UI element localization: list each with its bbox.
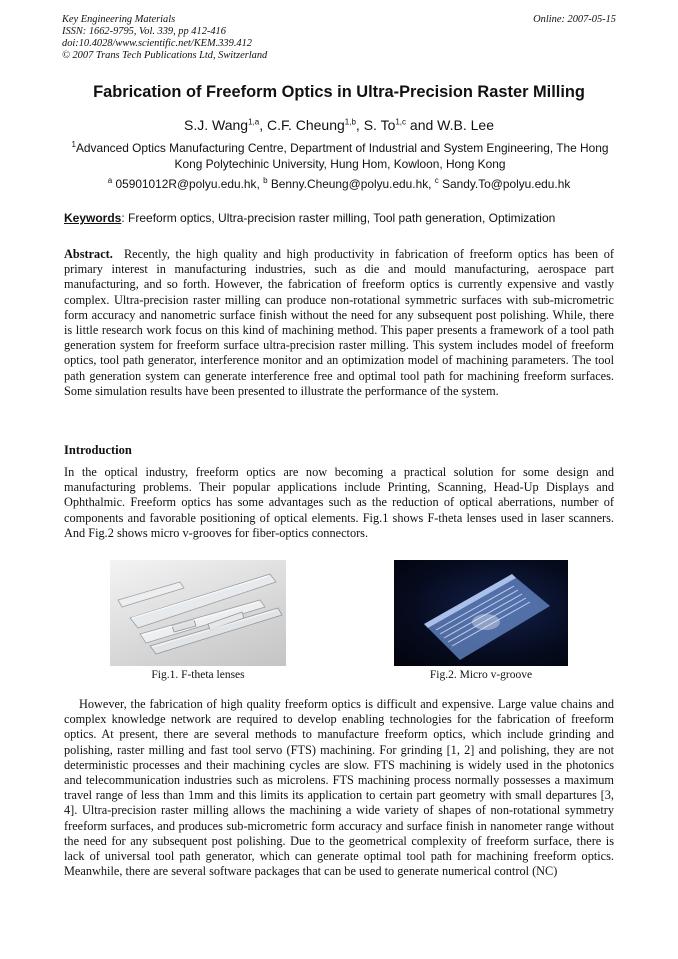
author-affiliation-mark: 1,a bbox=[248, 117, 260, 127]
email-mark: a bbox=[107, 176, 113, 186]
intro-paragraph: In the optical industry, freeform optics are now becoming a practical solution for some design and manufacturing problems. Their popular applications include Printing, Scanning, Head-Up Displays and Ophthalmic. Freeform optics has some advantages such as the reduction of optical aberrations, number of components and favorable positioning of optical elements. Fig.1 shows F-theta lenses used in laser scanners. And Fig.2 shows micro v-grooves for fiber-optics connectors. bbox=[64, 465, 614, 540]
affiliation-text: Advanced Optics Manufacturing Centre, Department of Industrial and System Engineering, The Hong Kong Polytechinic University, Hung Hom, Kowloon, Hong Kong bbox=[75, 141, 609, 171]
paper-title: Fabrication of Freeform Optics in Ultra-Precision Raster Milling bbox=[93, 83, 585, 101]
abstract-label: Abstract. bbox=[64, 247, 113, 261]
author-name: W.B. Lee bbox=[437, 117, 494, 133]
figure-2-image bbox=[394, 560, 568, 666]
figure-2-caption: Fig.2. Micro v-groove bbox=[429, 669, 533, 681]
f-theta-lenses-illustration bbox=[110, 560, 286, 666]
author-affiliation-mark: 1,c bbox=[395, 117, 407, 127]
micro-v-groove-illustration bbox=[394, 560, 568, 666]
author-separator: , bbox=[355, 117, 364, 133]
email-mark: b bbox=[263, 176, 268, 186]
keywords-text: : Freeform optics, Ultra-precision raster milling, Tool path generation, Optimization bbox=[121, 211, 556, 225]
journal-name: Key Engineering Materials bbox=[62, 14, 176, 25]
body-paragraph: However, the fabrication of high quality freeform optics is difficult and expensive. Large value chains and complex knowledge network are required to develop enabling technologies for the fabrication of freeform optics. At present, there are several methods to manufacture freeform optics, which include grinding and polishing, raster milling and fast tool servo (FTS) machining. For grinding [1, 2] and polishing, they are not deterministic processes and their machining cycles are slow. FTS machining is widely used in the photonics and telecommunication industries such as microlens. FTS machining process normally possesses a maximum travel range of less than 1mm and this limits its application to certain part geometry with small departures [3, 4]. Ultra-precision raster milling allows the machining a wide variety of shapes of non-rotational symmetry freeform surfaces, and produces sub-micrometric form accuracy and surface finish in nanometer range without the need for any subsequent post polishing. Due to the geometrical complexity of freeform surface, there is lack of universal tool path generator, which can generate optimal tool path for machining freeform optics. Meanwhile, there are several software packages that can be used to generate numerical control (NC) bbox=[64, 697, 614, 879]
affiliation-mark: 1 bbox=[71, 140, 76, 150]
email-address[interactable]: Sandy.To@polyu.edu.hk bbox=[442, 177, 571, 191]
author-name: S. To bbox=[363, 117, 396, 133]
email-mark: c bbox=[434, 176, 439, 186]
issn-line: ISSN: 1662-9795, Vol. 339, pp 412-416 bbox=[62, 26, 226, 37]
email-address[interactable]: Benny.Cheung@polyu.edu.hk, bbox=[270, 177, 435, 191]
keywords bbox=[64, 211, 555, 226]
keywords-label: Keywords bbox=[64, 211, 122, 225]
online-date: Online: 2007-05-15 bbox=[533, 14, 616, 25]
abstract bbox=[64, 247, 614, 399]
author-list bbox=[40, 116, 638, 134]
author-affiliation-mark: 1,b bbox=[344, 117, 356, 127]
author-separator: , bbox=[259, 117, 267, 133]
figure-1-image bbox=[110, 560, 286, 666]
author-name: S.J. Wang bbox=[184, 117, 249, 133]
section-heading-introduction: Introduction bbox=[64, 443, 132, 457]
email-address[interactable]: 05901012R@polyu.edu.hk, bbox=[115, 177, 264, 191]
journal-header bbox=[62, 14, 267, 62]
copyright-line: © 2007 Trans Tech Publications Ltd, Switzerland bbox=[62, 50, 268, 61]
doi-line: doi:10.4028/www.scientific.net/KEM.339.412 bbox=[62, 38, 252, 49]
affiliation bbox=[66, 140, 614, 172]
figure-1-caption: Fig.1. F-theta lenses bbox=[151, 669, 245, 681]
author-name: C.F. Cheung bbox=[266, 117, 345, 133]
abstract-text: Recently, the high quality and high productivity in fabrication of freeform optics has been of primary interest in manufacturing industries, such as die and mould manufacturing, aerospace part manufacturing, and so forth. However, the fabrication of freeform optics is currently expensive and vastly complex. Ultra-precision raster milling can produce non-rotational symmetric surfaces with sub-micrometric form accuracy and nanometric surface finish without the need for any subsequent post polishing. While, there is little research work focus on this kind of machining method. This paper presents a framework of a tool path generation system for freeform surface ultra-precision raster milling. This system includes model of freeform optics, tool path generator, interference monitor and an optimization model of machining parameters. The tool path generation system can generate interference free and optimal tool path for machining freeform surfaces. Some simulation results have been presented to illustrate the performance of the system. bbox=[64, 247, 614, 398]
author-separator: and bbox=[406, 117, 438, 133]
email-list bbox=[40, 176, 638, 192]
